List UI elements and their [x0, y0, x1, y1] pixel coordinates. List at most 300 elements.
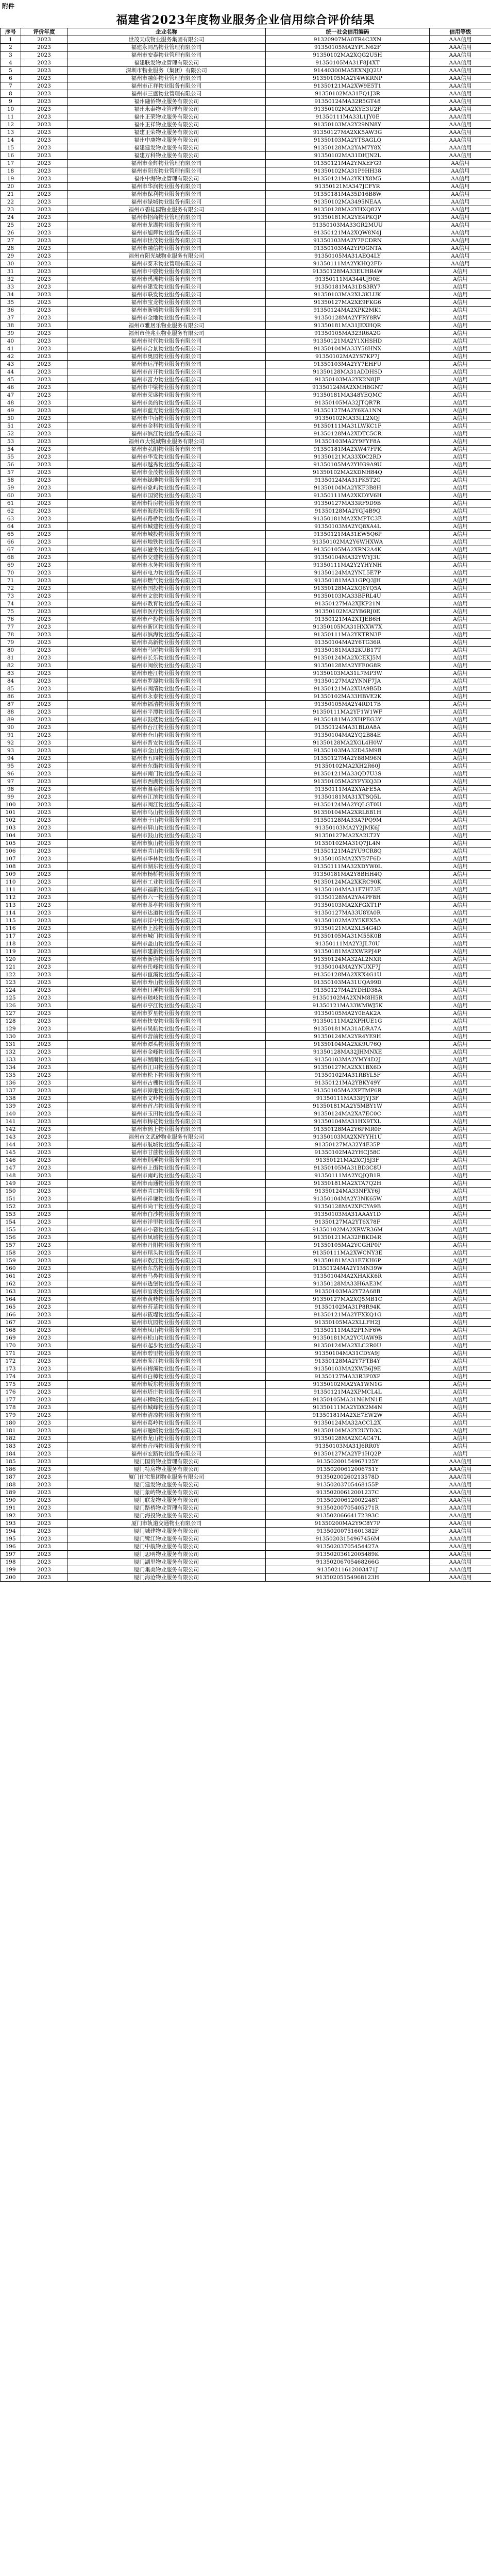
cell-index: 86 — [1, 693, 21, 701]
cell-index: 138 — [1, 1095, 21, 1103]
cell-year: 2023 — [21, 1095, 67, 1103]
table-row — [1, 206, 491, 214]
cell-index: 195 — [1, 1535, 21, 1543]
cell-index: 91 — [1, 732, 21, 739]
table-row — [1, 1257, 491, 1265]
table-row — [1, 933, 491, 940]
cell-credit-code: 91350102MA2YHCJ58C — [266, 1149, 430, 1157]
table-row — [1, 1404, 491, 1412]
cell-company: 福州市琅岐物业服务有限公司 — [67, 994, 266, 1002]
cell-year: 2023 — [21, 307, 67, 314]
cell-company: 福州市罗星物业服务有限公司 — [67, 1010, 266, 1018]
cell-index: 48 — [1, 399, 21, 407]
cell-year: 2023 — [21, 979, 67, 987]
cell-company: 福州市融信物业服务有限公司 — [67, 245, 266, 252]
cell-company: 厦门思明物业服务有限公司 — [67, 1551, 266, 1558]
cell-year: 2023 — [21, 345, 67, 353]
cell-credit-code: 91350102MA31P9HH38 — [266, 167, 430, 175]
cell-company: 福州市城门物业服务有限公司 — [67, 933, 266, 940]
cell-company: 福州市梅溪物业服务有限公司 — [67, 1365, 266, 1373]
table-row — [1, 1087, 491, 1095]
table-row — [1, 793, 491, 801]
table-row — [1, 546, 491, 554]
page-title: 福建省2023年度物业服务企业信用综合评价结果 — [116, 13, 375, 27]
cell-credit-rating: A信用 — [430, 291, 491, 299]
cell-year: 2023 — [21, 229, 67, 237]
cell-year: 2023 — [21, 1211, 67, 1218]
table-row — [1, 1566, 491, 1574]
cell-credit-code: 91350102MA2XYE3U2F — [266, 106, 430, 113]
cell-year: 2023 — [21, 500, 67, 507]
cell-company: 厦门城建物业服务有限公司 — [67, 1528, 266, 1535]
cell-year: 2023 — [21, 314, 67, 322]
cell-credit-rating: A信用 — [430, 871, 491, 878]
cell-index: 90 — [1, 724, 21, 732]
cell-index: 120 — [1, 956, 21, 963]
cell-year: 2023 — [21, 1079, 67, 1087]
cell-index: 167 — [1, 1319, 21, 1327]
cell-credit-rating: A信用 — [430, 693, 491, 701]
cell-index: 158 — [1, 1249, 21, 1257]
cell-company: 福州市交建物业服务有限公司 — [67, 554, 266, 562]
table-row — [1, 654, 491, 662]
cell-index: 153 — [1, 1211, 21, 1218]
table-row — [1, 167, 491, 175]
cell-year: 2023 — [21, 1388, 67, 1396]
cell-credit-code: 91350181MA2XE7EW2W — [266, 1412, 430, 1419]
cell-credit-code: 91350121MA2YK1X8M5 — [266, 175, 430, 183]
cell-index: 61 — [1, 500, 21, 507]
cell-year: 2023 — [21, 554, 67, 562]
cell-credit-code: 91350103MA32D45M9B — [266, 747, 430, 755]
cell-index: 109 — [1, 871, 21, 878]
cell-index: 74 — [1, 600, 21, 608]
cell-year: 2023 — [21, 1103, 67, 1110]
cell-company: 福州市坂东物业服务有限公司 — [67, 1381, 266, 1388]
table-row — [1, 1126, 491, 1133]
cell-index: 185 — [1, 1458, 21, 1466]
cell-credit-code: 91350121MA2YFXKQ1G — [266, 1311, 430, 1319]
cell-year: 2023 — [21, 461, 67, 469]
table-row — [1, 1249, 491, 1257]
cell-company: 福州市玉田物业服务有限公司 — [67, 1110, 266, 1118]
cell-company: 福州市江田物业服务有限公司 — [67, 1064, 266, 1072]
cell-index: 55 — [1, 453, 21, 461]
table-row — [1, 507, 491, 515]
cell-company: 福州市阳光物业管理有限公司 — [67, 167, 266, 175]
cell-index: 67 — [1, 546, 21, 554]
cell-company: 福州市城峰物业服务有限公司 — [67, 1404, 266, 1412]
cell-year: 2023 — [21, 260, 67, 268]
cell-credit-rating: A信用 — [430, 1118, 491, 1126]
cell-company: 福州市碧里物业服务有限公司 — [67, 1350, 266, 1358]
cell-credit-rating: A信用 — [430, 863, 491, 871]
cell-company: 福州市招商物业管理有限公司 — [67, 214, 266, 222]
cell-company: 厦门集美物业服务有限公司 — [67, 1566, 266, 1574]
cell-index: 165 — [1, 1303, 21, 1311]
table-row — [1, 1365, 491, 1373]
cell-index: 13 — [1, 129, 21, 137]
cell-index: 123 — [1, 979, 21, 987]
cell-credit-code: 91350111MA2XPHUE1G — [266, 1018, 430, 1025]
cell-company: 福州市白沙物业服务有限公司 — [67, 1211, 266, 1218]
cell-credit-rating: A信用 — [430, 1002, 491, 1010]
cell-company: 福州市国投物业服务有限公司 — [67, 585, 266, 592]
cell-index: 88 — [1, 708, 21, 716]
cell-index: 141 — [1, 1118, 21, 1126]
cell-credit-code: 91350181MA348YEQMC — [266, 392, 430, 399]
table-row — [1, 886, 491, 894]
cell-credit-code: 91350128MA31ADDHSD — [266, 368, 430, 376]
cell-credit-code: 91350128MA2XQ6YQ5A — [266, 585, 430, 592]
cell-index: 17 — [1, 160, 21, 167]
cell-index: 11 — [1, 113, 21, 121]
cell-company: 福州市台江物业服务有限公司 — [67, 724, 266, 732]
cell-credit-rating: AAA信用 — [430, 1528, 491, 1535]
cell-company: 福州市安泰物业管理有限公司 — [67, 52, 266, 59]
cell-index: 110 — [1, 878, 21, 886]
cell-credit-code: 91350124MA2YR4YE9H — [266, 1033, 430, 1041]
table-row — [1, 392, 491, 399]
cell-credit-rating: A信用 — [430, 647, 491, 654]
cell-company: 福州市龙湖物业服务有限公司 — [67, 222, 266, 229]
cell-credit-code: 91350181MA2XTA7Q2H — [266, 1180, 430, 1188]
cell-year: 2023 — [21, 507, 67, 515]
cell-credit-code: 91350200705405271R — [266, 1504, 430, 1512]
cell-credit-code: 91350127MA2YDHD38A — [266, 987, 430, 994]
cell-credit-code: 91350103MA2Y72A68B — [266, 1288, 430, 1296]
cell-index: 184 — [1, 1450, 21, 1458]
cell-credit-rating: A信用 — [430, 515, 491, 523]
cell-company: 福州市洋中物业服务有限公司 — [67, 917, 266, 925]
cell-company: 福州市城建物业服务有限公司 — [67, 523, 266, 531]
cell-credit-code: 91350105MA31AEQ4LY — [266, 252, 430, 260]
cell-credit-rating: A信用 — [430, 337, 491, 345]
cell-company: 福州市宝龙物业服务有限公司 — [67, 299, 266, 307]
cell-credit-code: 91350111MA2XWCNY3E — [266, 1249, 430, 1257]
table-row — [1, 1273, 491, 1280]
cell-year: 2023 — [21, 608, 67, 616]
cell-credit-rating: A信用 — [430, 569, 491, 577]
table-row — [1, 1388, 491, 1396]
cell-year: 2023 — [21, 1520, 67, 1528]
cell-credit-rating: A信用 — [430, 948, 491, 956]
table-row — [1, 36, 491, 44]
cell-year: 2023 — [21, 353, 67, 361]
attachment-label: 附件 — [2, 3, 15, 10]
cell-credit-rating: A信用 — [430, 477, 491, 484]
cell-year: 2023 — [21, 770, 67, 778]
cell-credit-code: 91350127MA33R3P0XP — [266, 1373, 430, 1381]
cell-credit-rating: AA信用 — [430, 183, 491, 191]
cell-company: 福州市湖东物业服务有限公司 — [67, 863, 266, 871]
cell-credit-rating: A信用 — [430, 770, 491, 778]
cell-credit-rating: A信用 — [430, 1419, 491, 1427]
cell-credit-code: 91350111MA344UJ90E — [266, 276, 430, 283]
cell-index: 113 — [1, 902, 21, 909]
table-row — [1, 755, 491, 762]
cell-year: 2023 — [21, 909, 67, 917]
cell-company: 福州市丹阳物业服务有限公司 — [67, 1242, 266, 1249]
cell-credit-rating: AA信用 — [430, 229, 491, 237]
cell-credit-rating: A信用 — [430, 1427, 491, 1435]
cell-index: 45 — [1, 376, 21, 384]
table-row — [1, 1048, 491, 1056]
cell-index: 36 — [1, 307, 21, 314]
column-header-index: 序号 — [1, 28, 21, 36]
cell-credit-rating: A信用 — [430, 554, 491, 562]
cell-company: 厦门湖里物业服务有限公司 — [67, 1558, 266, 1566]
cell-credit-rating: A信用 — [430, 662, 491, 670]
cell-year: 2023 — [21, 44, 67, 52]
table-row — [1, 160, 491, 167]
cell-credit-rating: A信用 — [430, 353, 491, 361]
cell-company: 福州市筱埕物业服务有限公司 — [67, 1311, 266, 1319]
cell-index: 37 — [1, 314, 21, 322]
cell-company: 福州市新区物业服务有限公司 — [67, 623, 266, 631]
cell-credit-rating: A信用 — [430, 1388, 491, 1396]
cell-credit-code: 91350105MA2XYB7F6D — [266, 855, 430, 863]
cell-company: 福州市清凉物业服务有限公司 — [67, 1412, 266, 1419]
cell-year: 2023 — [21, 1558, 67, 1566]
table-header-row — [1, 28, 491, 36]
table-row — [1, 98, 491, 106]
cell-credit-code: 91350121MA2XUA9B5D — [266, 685, 430, 693]
cell-credit-rating: AAA信用 — [430, 67, 491, 75]
cell-credit-rating: A信用 — [430, 585, 491, 592]
cell-credit-rating: A信用 — [430, 577, 491, 585]
cell-company: 福州市龙山物业服务有限公司 — [67, 1435, 266, 1443]
cell-year: 2023 — [21, 82, 67, 90]
cell-index: 148 — [1, 1172, 21, 1180]
table-row — [1, 662, 491, 670]
cell-credit-rating: A信用 — [430, 415, 491, 422]
cell-index: 143 — [1, 1133, 21, 1141]
cell-index: 64 — [1, 523, 21, 531]
cell-credit-code: 91350200154967125Y — [266, 1458, 430, 1466]
cell-company: 福州市金山物业服务有限公司 — [67, 747, 266, 755]
cell-index: 42 — [1, 353, 21, 361]
table-row — [1, 569, 491, 577]
cell-credit-rating: A信用 — [430, 484, 491, 492]
cell-company: 福州市透堡物业服务有限公司 — [67, 1280, 266, 1288]
cell-credit-rating: A信用 — [430, 500, 491, 507]
cell-credit-rating: AAA信用 — [430, 129, 491, 137]
cell-credit-rating: A信用 — [430, 1265, 491, 1273]
cell-index: 3 — [1, 52, 21, 59]
cell-credit-rating: AA信用 — [430, 206, 491, 214]
table-row — [1, 252, 491, 260]
cell-company: 福州市闽侯物业服务有限公司 — [67, 662, 266, 670]
column-header-year: 评价年度 — [21, 28, 67, 36]
cell-credit-code: 91350105MA2XPTMP6R — [266, 1087, 430, 1095]
cell-credit-rating: A信用 — [430, 971, 491, 979]
cell-credit-rating: A信用 — [430, 453, 491, 461]
cell-year: 2023 — [21, 871, 67, 878]
cell-year: 2023 — [21, 1458, 67, 1466]
cell-year: 2023 — [21, 106, 67, 113]
cell-year: 2023 — [21, 585, 67, 592]
cell-company: 福州市绿城物业服务有限公司 — [67, 198, 266, 206]
cell-credit-code: 91350111MA33L1JY0E — [266, 113, 430, 121]
cell-credit-rating: A信用 — [430, 677, 491, 685]
cell-credit-code: 91350105MA31BD3C8U — [266, 1164, 430, 1172]
cell-company: 福州市联发物业服务有限公司 — [67, 291, 266, 299]
cell-index: 118 — [1, 940, 21, 948]
cell-company: 福州市东街物业服务有限公司 — [67, 762, 266, 770]
cell-index: 100 — [1, 801, 21, 809]
cell-year: 2023 — [21, 778, 67, 786]
cell-company: 福州市海投物业服务有限公司 — [67, 507, 266, 515]
cell-credit-rating: A信用 — [430, 1164, 491, 1172]
cell-year: 2023 — [21, 337, 67, 345]
cell-company: 福州市阳光城物业服务有限公司 — [67, 252, 266, 260]
cell-company: 福州市温泉物业服务有限公司 — [67, 786, 266, 793]
cell-company: 福州市建新物业服务有限公司 — [67, 948, 266, 956]
cell-company: 福建永同昌物业管理有限公司 — [67, 44, 266, 52]
cell-index: 14 — [1, 137, 21, 144]
cell-company: 福州市荆溪物业服务有限公司 — [67, 1157, 266, 1164]
cell-credit-rating: A信用 — [430, 654, 491, 662]
cell-credit-code: 91350203612005489K — [266, 1551, 430, 1558]
cell-company: 福州市合景物业服务有限公司 — [67, 345, 266, 353]
cell-company: 福州市三盛物业管理有限公司 — [67, 90, 266, 98]
cell-credit-code: 91350104MA2YNUXF7J — [266, 963, 430, 971]
cell-credit-rating: A信用 — [430, 1211, 491, 1218]
table-row — [1, 1072, 491, 1079]
cell-year: 2023 — [21, 987, 67, 994]
cell-year: 2023 — [21, 623, 67, 631]
cell-credit-rating: A信用 — [430, 608, 491, 616]
cell-company: 福州市首开物业服务有限公司 — [67, 368, 266, 376]
cell-credit-rating: A信用 — [430, 909, 491, 917]
cell-credit-rating: A信用 — [430, 1358, 491, 1365]
cell-year: 2023 — [21, 1273, 67, 1280]
cell-credit-rating: A信用 — [430, 1350, 491, 1358]
cell-credit-rating: AA信用 — [430, 167, 491, 175]
cell-company: 厦门海沧物业服务有限公司 — [67, 1574, 266, 1582]
cell-index: 155 — [1, 1226, 21, 1234]
cell-credit-code: 91350102MA2YB6RJ0E — [266, 608, 430, 616]
cell-credit-rating: AAA信用 — [430, 1504, 491, 1512]
cell-year: 2023 — [21, 933, 67, 940]
cell-year: 2023 — [21, 840, 67, 848]
cell-year: 2023 — [21, 1327, 67, 1334]
cell-company: 福州市营前物业服务有限公司 — [67, 1033, 266, 1041]
cell-company: 福州市建发物业服务有限公司 — [67, 283, 266, 291]
cell-index: 97 — [1, 778, 21, 786]
cell-credit-code: 91350104MA31HX9TXL — [266, 1118, 430, 1126]
cell-company: 福州市城投物业服务有限公司 — [67, 531, 266, 538]
cell-credit-code: 91350105MA31M55K0B — [266, 933, 430, 940]
cell-year: 2023 — [21, 1118, 67, 1126]
cell-year: 2023 — [21, 940, 67, 948]
table-row — [1, 1303, 491, 1311]
table-row — [1, 1018, 491, 1025]
cell-year: 2023 — [21, 52, 67, 59]
cell-year: 2023 — [21, 677, 67, 685]
cell-year: 2023 — [21, 546, 67, 554]
cell-company: 福州市洋里物业服务有限公司 — [67, 1218, 266, 1226]
cell-credit-code: 91350128MA2YHXQ82Y — [266, 206, 430, 214]
cell-credit-rating: AAA信用 — [430, 1574, 491, 1582]
table-row — [1, 1064, 491, 1072]
cell-credit-code: 91350103MA2Y9FYF8A — [266, 438, 430, 446]
cell-company: 厦门国贸物业管理有限公司 — [67, 1458, 266, 1466]
cell-company: 福州市仓山物业服务有限公司 — [67, 732, 266, 739]
cell-credit-code: 91350124MA31BL0A8A — [266, 724, 430, 732]
cell-credit-code: 91350127MA2XJKP21N — [266, 600, 430, 608]
cell-credit-rating: A信用 — [430, 392, 491, 399]
cell-company: 福州市琯头物业服务有限公司 — [67, 1249, 266, 1257]
cell-index: 106 — [1, 848, 21, 855]
cell-year: 2023 — [21, 817, 67, 824]
table-row — [1, 786, 491, 793]
cell-company: 福州市远洋物业服务有限公司 — [67, 361, 266, 368]
table-row — [1, 994, 491, 1002]
table-row — [1, 1242, 491, 1249]
cell-index: 24 — [1, 214, 21, 222]
cell-index: 105 — [1, 840, 21, 848]
cell-index: 70 — [1, 569, 21, 577]
cell-credit-rating: A信用 — [430, 739, 491, 747]
table-row — [1, 577, 491, 585]
cell-credit-code: 91350124MA32ACCL2X — [266, 1419, 430, 1427]
cell-credit-code: 91350181MA31E7KH6P — [266, 1257, 430, 1265]
cell-index: 197 — [1, 1551, 21, 1558]
cell-index: 152 — [1, 1203, 21, 1211]
cell-credit-rating: AAA信用 — [430, 1473, 491, 1481]
cell-year: 2023 — [21, 484, 67, 492]
table-row — [1, 384, 491, 392]
cell-credit-rating: A信用 — [430, 956, 491, 963]
cell-year: 2023 — [21, 1110, 67, 1118]
cell-year: 2023 — [21, 137, 67, 144]
cell-year: 2023 — [21, 832, 67, 840]
cell-company: 福州市快安物业服务有限公司 — [67, 1018, 266, 1025]
cell-credit-code: 91350200612006751Y — [266, 1466, 430, 1473]
cell-credit-code: 91350200260213578D — [266, 1473, 430, 1481]
cell-credit-rating: A信用 — [430, 1203, 491, 1211]
cell-credit-rating: A信用 — [430, 755, 491, 762]
cell-credit-code: 91350105MA2YHG9A9U — [266, 461, 430, 469]
cell-credit-rating: A信用 — [430, 616, 491, 623]
cell-credit-code: 91350111MA2XYAFE5A — [266, 786, 430, 793]
cell-credit-rating: A信用 — [430, 1303, 491, 1311]
cell-index: 82 — [1, 662, 21, 670]
cell-credit-rating: A信用 — [430, 685, 491, 693]
table-row — [1, 1466, 491, 1473]
cell-company: 福州市蓝光物业服务有限公司 — [67, 407, 266, 415]
cell-credit-code: 91350102MA33LL2XQJ — [266, 415, 430, 422]
cell-company: 福州市南屿物业服务有限公司 — [67, 1172, 266, 1180]
cell-company: 福州市世茂物业服务有限公司 — [67, 237, 266, 245]
cell-year: 2023 — [21, 422, 67, 430]
cell-year: 2023 — [21, 538, 67, 546]
cell-year: 2023 — [21, 1504, 67, 1512]
cell-company: 福州市宦溪物业服务有限公司 — [67, 971, 266, 979]
cell-credit-rating: AA信用 — [430, 260, 491, 268]
cell-credit-code: 91350181MA31JEXHQR — [266, 322, 430, 330]
table-row — [1, 175, 491, 183]
column-header-credit-rating: 信用等级 — [430, 28, 491, 36]
table-row — [1, 1504, 491, 1512]
cell-index: 18 — [1, 167, 21, 175]
cell-company: 福州市马鼻物业服务有限公司 — [67, 1273, 266, 1280]
cell-credit-rating: A信用 — [430, 1172, 491, 1180]
cell-credit-rating: AAA信用 — [430, 44, 491, 52]
cell-company: 福州中庚物业服务有限公司 — [67, 137, 266, 144]
